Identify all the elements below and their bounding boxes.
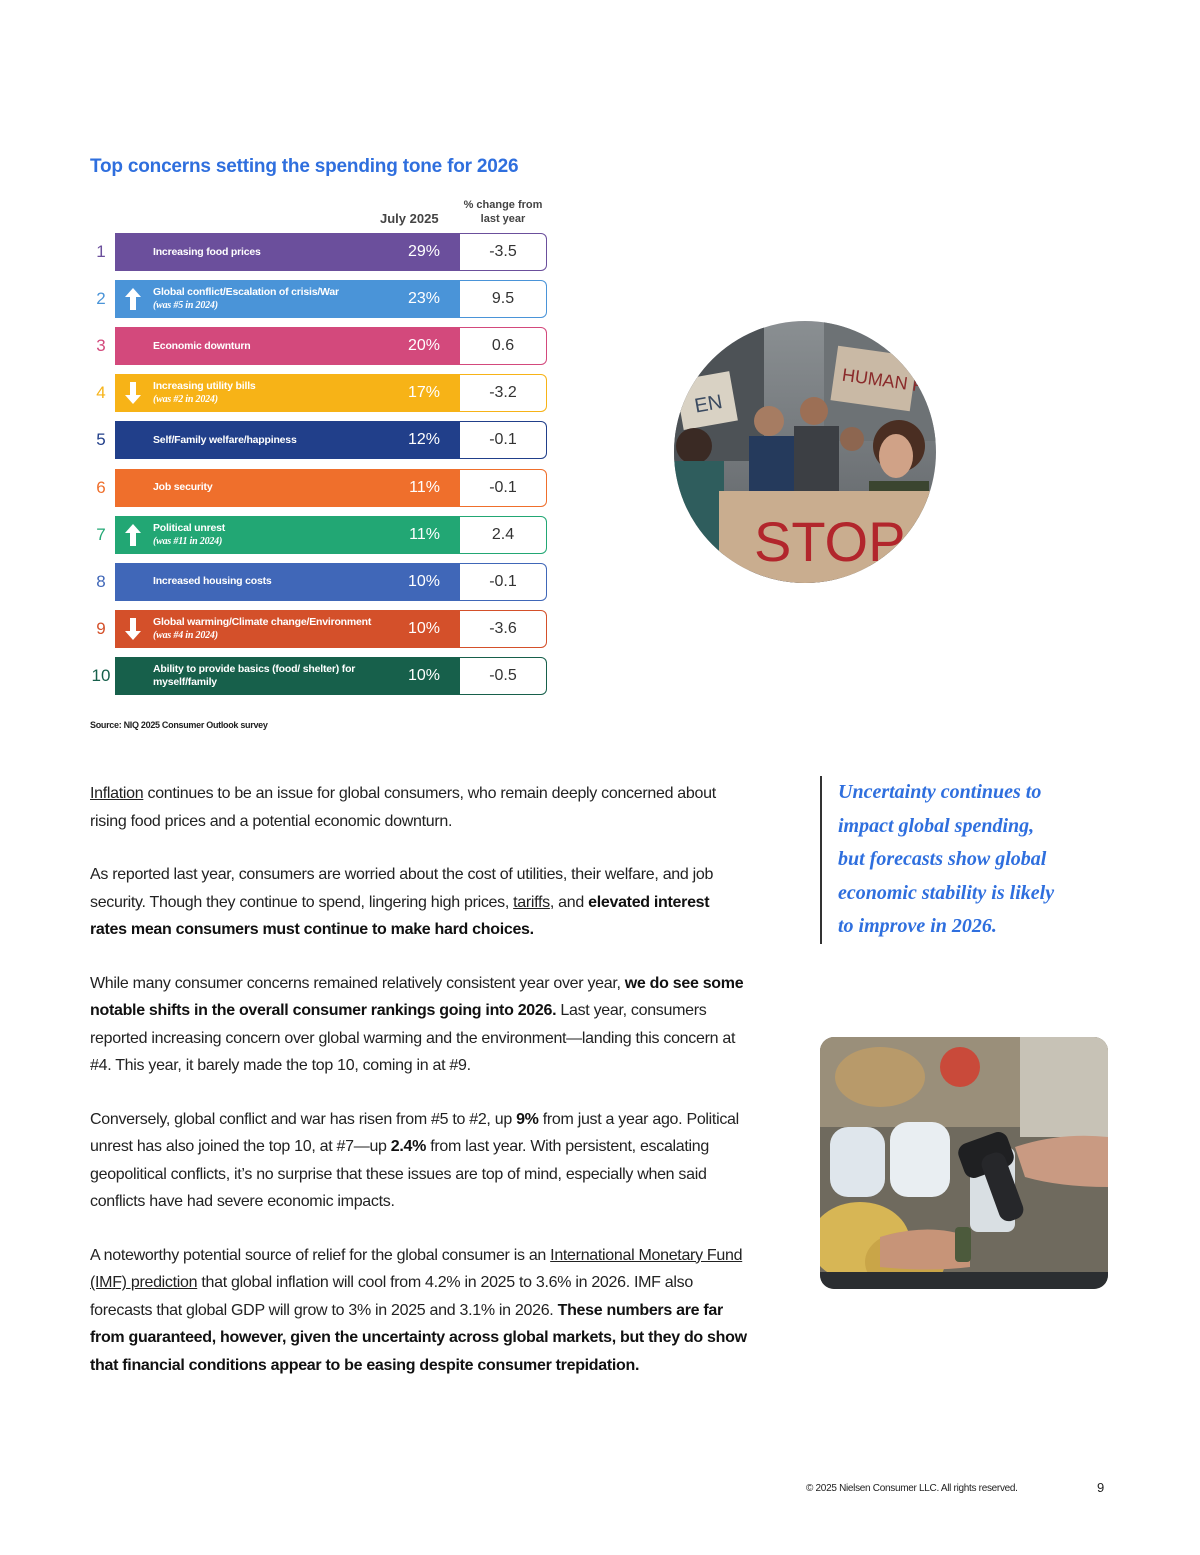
concern-rank: 6 [96,477,106,497]
concern-bar [115,516,460,554]
concern-label [153,246,390,259]
concern-rank: 8 [96,571,106,591]
concern-change: -3.6 [460,610,547,648]
protest-photo [674,321,936,583]
concern-row [88,516,548,554]
chart-title: Top concerns setting the spending tone for 2026 [90,156,519,177]
arrow-down-icon [125,382,141,404]
concern-value: 12% [407,431,440,449]
concern-change: 0.6 [460,327,547,365]
body-text [90,780,750,1405]
arrow-down-icon [125,618,141,640]
paragraph-text: Conversely, global conflict and war has risen from #5 to #2, up [90,1110,517,1128]
paragraph-shifts [90,970,750,1080]
concern-label-text: Job security [153,481,213,493]
concern-row [88,327,548,365]
concern-label-text: Economic downturn [153,339,251,352]
concern-rank: 1 [96,242,106,261]
concern-bar [115,657,460,695]
concern-value: 29% [407,243,440,260]
concern-rank: 4 [96,383,106,403]
concern-label [153,434,390,447]
concern-label [153,286,390,312]
concern-row [88,280,548,318]
paragraph-text: , and [549,893,589,911]
concern-bar [115,280,460,318]
chart-source: Source: NIQ 2025 Consumer Outlook survey [90,720,268,730]
concern-change: -3.5 [460,233,547,271]
paragraph-bold-text: 2.4% [390,1138,427,1155]
paragraph-bold-text: 9% [516,1110,539,1128]
concern-label-text: Global conflict/Escalation of crisis/War [153,286,339,299]
concern-previous-rank: (was #2 in 2024) [153,394,218,406]
concern-change: -0.1 [460,469,547,507]
concern-row [88,421,548,459]
concern-previous-rank: (was #5 in 2024) [153,300,218,312]
paragraph-inflation [90,780,750,835]
paragraph-worries [90,861,750,944]
concern-bar [115,327,460,365]
concern-label [153,575,390,588]
concern-bar [115,563,460,601]
concern-value: 20% [407,337,440,355]
paragraph-conflict [90,1106,750,1216]
arrow-up-icon [125,524,141,546]
svg-text:STOP: STOP [754,510,906,573]
concern-change: -3.2 [460,374,547,412]
paragraph-imf [90,1242,750,1380]
concern-label-text: Increasing utility bills [153,380,256,393]
concern-bar [115,374,460,412]
paragraph-bold-text: These numbers are far from guaranteed, however, given the uncertainty across global markets, but they do show that financial conditions appear to be easing despite consumer trepidation. [90,1301,747,1374]
concern-row [88,657,548,695]
concern-previous-rank: (was #4 in 2024) [153,629,218,641]
concern-row [88,233,548,271]
arrow-up-icon [125,288,141,310]
concern-bar [115,233,460,271]
inflation-link[interactable]: Inflation [90,785,144,802]
checkout-scanner-photo [820,1037,1108,1289]
paragraph-text: As reported last year, consumers are worried about the cost of utilities, their welfare, and job security. Though they continue to spend, lingering high prices, [90,866,714,911]
concern-label-text: Self/Family welfare/happiness [153,433,297,446]
concern-change: 9.5 [460,280,547,318]
concern-bar [115,421,460,459]
concern-label [153,663,390,689]
concern-change: -0.1 [460,563,547,601]
column-header-percent-change: % change from last year [463,199,543,225]
concern-value: 23% [407,290,440,308]
concern-label-text: Increased housing costs [153,575,272,588]
concern-row [88,374,548,412]
concern-label-text: Increasing food prices [153,245,261,258]
concern-rank: 10 [91,665,111,685]
concern-value: 10% [407,572,440,590]
concern-label [153,380,390,406]
column-header-july-2025: July 2025 [380,211,439,226]
concern-rank: 2 [96,289,106,309]
pull-quote: Uncertainty continues to impact global spending, but forecasts show global economic stability is likely to improve in 2026. [820,776,1060,944]
paragraph-text: from last year. With persistent, escalating geopolitical conflicts, it’s no surprise that these issues are top of mind, especially when said conflicts have had severe economic impacts. [90,1138,709,1210]
concern-value: 10% [407,619,440,637]
footer-copyright: © 2025 Nielsen Consumer LLC. All rights reserved. [806,1483,1018,1494]
concern-value: 11% [409,478,440,496]
concern-label [153,481,390,494]
concern-change: -0.1 [460,421,547,459]
concern-label [153,616,390,642]
concern-value: 11% [409,525,440,543]
concern-rank: 9 [96,618,106,638]
concern-label [153,340,390,353]
concern-label [153,522,390,548]
concern-label-text: Political unrest [153,521,226,534]
paragraph-text: that global inflation will cool from 4.2% in 2025 to 3.6% in 2026. IMF also forecasts that global GDP will grow to 3% in 2025 and 3.1% in 2026. [90,1274,693,1319]
concern-value: 17% [407,384,440,402]
svg-text:HUMAN RI: HUMAN RI [840,364,932,397]
paragraph-text: from just a year ago. Political unrest has also joined the top 10, at #7—up [90,1110,739,1155]
concern-previous-rank: (was #11 in 2024) [153,535,223,547]
concern-change: -0.5 [460,657,547,695]
tariffs-link[interactable]: tariffs [513,893,550,911]
concern-change: 2.4 [460,516,547,554]
concern-label-text: Global warming/Climate change/Environment [153,615,372,628]
concern-row [88,563,548,601]
concern-value: 10% [407,666,440,684]
paragraph-text: continues to be an issue for global consumers, who remain deeply concerned about rising food prices and a potential economic downturn. [90,785,716,830]
concern-rank: 5 [96,430,106,450]
concern-label-text: Ability to provide basics (food/ shelter) for myself/family [153,662,356,688]
concern-rank: 7 [96,524,106,544]
concern-rank: 3 [96,336,106,356]
paragraph-bold-text: we do see some notable shifts in the overall consumer rankings going into 2026. [90,974,744,1019]
paragraph-bold-text: elevated interest rates mean consumers must continue to make hard choices. [90,893,710,938]
paragraph-text: A noteworthy potential source of relief for the global consumer is an [90,1246,551,1264]
paragraph-text: While many consumer concerns remained relatively consistent year over year, [90,974,625,992]
concern-bar [115,610,460,648]
concern-row [88,469,548,507]
paragraph-text: Last year, consumers reported increasing concern over global warming and the environment—landing this concern at #4. This year, it barely made the top 10, coming in at #9. [90,1002,736,1074]
imf-prediction-link[interactable]: International Monetary Fund (IMF) prediction [90,1246,743,1291]
concern-bar [115,469,460,507]
svg-text:EN: EN [692,391,725,418]
concern-row [88,610,548,648]
page-number: 9 [1097,1480,1105,1495]
